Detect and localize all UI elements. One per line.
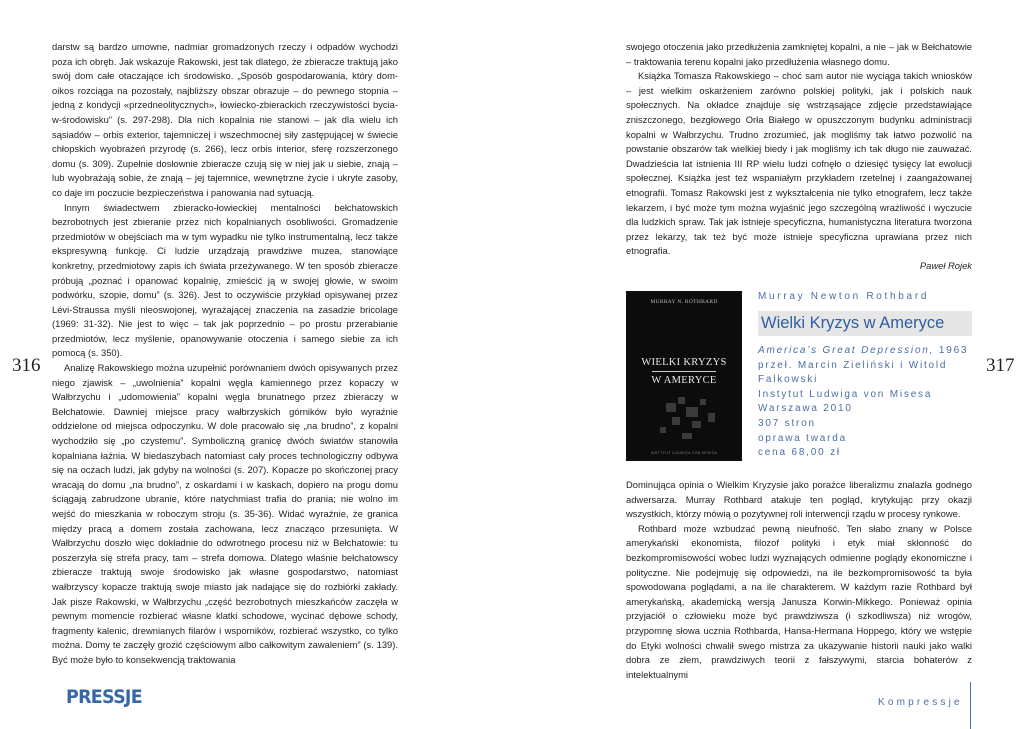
book-author: Murray Newton Rothbard xyxy=(758,291,930,302)
cover-title-line1: WIELKI KRYZYS xyxy=(641,357,727,368)
translators-line2: Falkowski xyxy=(758,374,819,386)
left-page-text xyxy=(52,40,398,668)
paragraph: swojego otoczenia jako przedłużenia zamkniętej kopalni, a nie – jak w Bełchatowie – traktowania terenu kopalni jako przedłużenia własnego domu. xyxy=(626,41,972,67)
footer-divider xyxy=(970,682,971,729)
cover-decoration xyxy=(708,413,715,422)
page-count: 307 stron xyxy=(758,417,816,429)
paragraph: Dominująca opinia o Wielkim Kryzysie jako porażce liberalizmu znalazła godnego adwersarza. Murray Rothbard atakuje ten pogląd, krytykując przy okazji wszystkich, którzy mówią o pozytywnej roli interwencji rządu w procesy rynkowe. xyxy=(626,479,972,520)
paragraph: Rothbard może wzbudzać pewną nieufność. Ten słabo znany w Polsce amerykański ekonomista, filozof polityki i etyk miał skłonność do bezkompromisowości wobec ludzi wyznających odmienne poglądy ekonomiczne i polityczne. Nie podejmuję się odpowiedzi, na ile bezkompromisowość ta była spowodowana poglądami, a na ile charakterem. W każdym razie Rothbard był amerykańską, akademicką wersją Janusza Korwin-Mikkego. Ponieważ opinia przyjaciół o człowieku może być prawdziwsza (i szkodliwsza) niż wrogów, przypomnę słowa ucznia Rothbarda, Hansa-Hermana Hoppego, który we wstępie do Etyki wolności chwalił swego mistrza za ukazywanie historii nauki jako walki dobra ze złem, prawdziwych teorii z fałszywymi, starcia bohaterów z intelektualnymi xyxy=(626,522,972,680)
paragraph: darstw są bardzo umowne, nadmiar gromadzonych rzeczy i odpadów wychodzi poza ich obręb. Jak wskazuje Rakowski, jest tak dlatego, że zbieracze traktują jako swój dom całe otaczające ich środowisko. „Sposób gospodarowania, który dom-oikos rozciąga na pozostały, najbliższy obszar obrazuje – do pewnego stopnia – jedną z kondycji «przedneolitycznych», łowiecko-zbierackich rzeczywistości bycia-w-środowisku” (s. 297-298). Dla nich kopalnia nie stanowi – jak dla wielu ich sąsiadów – orbis exterior, tajemniczej i wszechmocnej siły zastępującej w świecie chłopskich wyobrażeń przyrodę (s. 266), lecz orbis interior, sferę rozszerzonego domu (s. 309). Zupełnie dosłownie zbieracze czują się w niej jak u siebie, znają – lub wyobrażają sobie, że znają – jej tajemnice, wewnętrzne życie i ukryte zasoby, co daje im poczucie bezpieczeństwa i panowania nad sytuacją. xyxy=(52,41,398,198)
price: cena 68,00 zł xyxy=(758,447,841,459)
cover-decoration xyxy=(700,399,706,405)
pressje-logo: PRESSJE xyxy=(66,686,142,708)
right-page-text-top xyxy=(626,40,972,274)
original-year: 1963 xyxy=(938,345,969,356)
cover-decoration xyxy=(686,407,698,417)
cover-decoration xyxy=(666,403,676,412)
page-number-right: 317 xyxy=(986,355,1015,376)
cover-rule xyxy=(652,371,716,372)
author-signature: Paweł Rojek xyxy=(919,259,972,271)
place-year: Warszawa 2010 xyxy=(758,403,853,415)
paragraph: Książka Tomasza Rakowskiego – choć sam autor nie wyciąga takich wniosków – jest wielkim oskarżeniem zarówno polskiej polityki, jak i polskich nauk społecznych. Na okładce znajduje się wstrząsające zdjęcie przedstawiające zniszczonego, bezgłowego Orła Białego w opuszczonym budynku administracji kopalni w Wałbrzychu. Trudno zrozumieć, jak mogliśmy tak łatwo pozwolić na powstanie obszarów tak wielkiej biedy i jak mogliśmy ich tak długo nie zauważać. Dwadzieścia lat istnienia III RP wielu ludzi cofnęło o dziesięć tysięcy lat ewolucji społecznej. Książka jest też wspaniałym przykładem rzetelnej i zaangażowanej etnografii. Tomasz Rakowski jest z wykształcenia nie tylko etnografem, lecz także lekarzem, i być może tym można wyjaśnić jego szczególną wrażliwość i wyczucie dla ludzkich spraw. Tak jak istnieje specyficzna, humanistyczna literatura tworzona przez lekarzy, tak też być może istnieje specyficzna uprawiana przez nich etnografia. xyxy=(626,70,972,257)
right-page-text-bottom xyxy=(626,478,972,682)
book-review-header xyxy=(626,291,972,461)
original-title-line xyxy=(758,344,972,359)
book-metadata xyxy=(758,291,972,461)
book-cover-image xyxy=(626,291,742,461)
cover-decoration xyxy=(678,397,685,404)
page-number-left: 316 xyxy=(12,355,41,376)
binding: oprawa twarda xyxy=(758,432,847,444)
cover-decoration xyxy=(672,417,680,425)
original-title: America’s Great Depression, xyxy=(758,345,935,356)
paragraph: Innym świadectwem zbieracko-łowieckiej mentalności bełchatowskich bezrobotnych jest zbieranie przez nich kopalnianych osobliwości. Gromadzenie przedmiotów w obejściach ma w tym wypadku nie tylko instrumentalną, lecz także ekspresywną funkcję. Ci ludzie urządzają prawdziwe muzea, stanowiące konkretny, przedmiotowy zapis ich świata przeżywanego. W ten sposób zbieracze próbują „poznać i opanować kopalnię, zmieścić ją w swojej głowie, w swoim podwórku, szopie, domu” (s. 326). Jest to oczywiście przykład opisywanej przez Lévi-Straussa myśli nieoswojonej, wyrażającej znaczenia na zasadzie bricolage (1969: 31-32). Nie jest to więc – tak jak poprzednio – po prostu przerabianie przedmiotów, lecz myślenie, opanowywanie otoczenia i samego siebie za ich pomocą (s. 350). xyxy=(52,201,398,359)
cover-author: MURRAY N. ROTHBARD xyxy=(650,299,718,305)
cover-title-line2: W AMERYCE xyxy=(651,375,717,386)
cover-decoration xyxy=(682,433,692,439)
cover-publisher: INSTYTUT LUDWIGA VON MISESA xyxy=(650,451,718,455)
book-title: Wielki Kryzys w Ameryce xyxy=(758,311,972,336)
cover-decoration xyxy=(692,421,701,428)
section-name: Kompressje xyxy=(878,697,963,708)
translators-line1: przeł. Marcin Zieliński i Witold xyxy=(758,359,948,371)
publisher: Instytut Ludwiga von Misesa xyxy=(758,388,933,400)
paragraph: Analizę Rakowskiego można uzupełnić porównaniem dwóch opisywanych przez niego zjawisk – „uwolnienia” kopalni węgla kamiennego przez kopaczy w Wałbrzychu i „udomowienia” kopalni węgla brunatnego przez zbieraczy w Bełchatowie. Dawniej miejsce pracy wałbrzyskich górników było wyraźnie oddzielone od miejsca odpoczynku. W dole pracowało się „na brudno”, z kopalni wychodziło się „po czystemu”. Symboliczną granicę dwóch światów stanowiła kopalniana łaźnia. W biedaszybach natomiast cały proces technologiczny odbywa się na oczach ludzi, jak gdyby na wolności (s. 207). Kopacze po skończonej pracy wracają do domu „na brudno”, z oskardami i w kaskach, dopiero na progu domu ściągają zabrudzone ubranie, które natychmiast trafia do prania; nie wolno im wejść do mieszkania w roboczym stroju (s. 35-36). Widać wyraźnie, że granica między pracą a domem została zachowana, lecz znacząco przesunięta. W Wałbrzychu doszło więc dokładnie do odwrotnego procesu niż w Bełchatowie: tu poszerzyła się strefa pracy, tam – strefa domowa. Dlatego właśnie bełchatowscy zbieracze traktują swoje środowisko jak własne gospodarstwo, natomiast wałbrzyscy kopacze traktują swoje miasto jak nadające się do rozbiórki zakłady. Jak pisze Rakowski, w Wałbrzychu „część bezrobotnych mieszkańców zaczęła w pewnym momencie rozbierać własne klatki schodowe, wycinać dębowe schody, fragmenty kalenic, drewnianych filarów i wsporników, rozbierać wszystko, co tylko można. Domy te zaczęły grozić częściowym albo całkowitym zawaleniem” (s. 139). Być może było to konsekwencją traktowania xyxy=(52,362,398,665)
cover-decoration xyxy=(660,427,666,433)
